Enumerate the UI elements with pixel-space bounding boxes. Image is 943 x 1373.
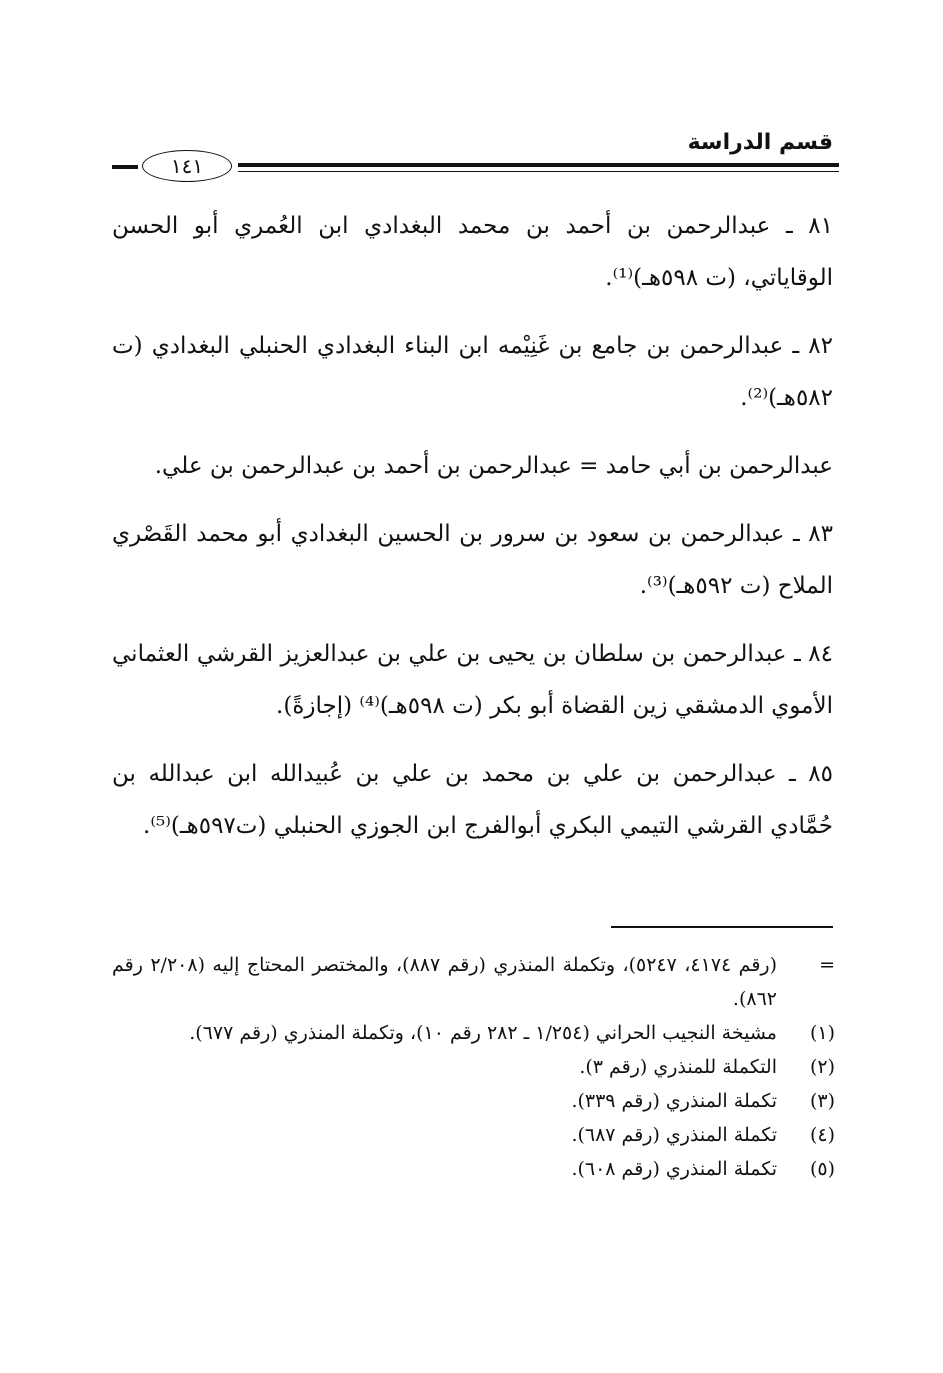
footnote-text: (رقم ٤١٧٤، ٥٢٤٧)، وتكملة المنذري (رقم ٨٨٧)، والمختصر المحتاج إليه (٢/٢٠٨ رقم ٨٦٢).	[112, 954, 777, 1010]
entry-cross-reference: عبدالرحمن بن أبي حامد = عبدالرحمن بن أحمد بن عبدالرحمن بن علي.	[154, 453, 833, 479]
footnote-marker: (٣)	[809, 1090, 835, 1112]
header-rule-left	[112, 165, 138, 169]
footnote-marker: (٤)	[809, 1124, 835, 1146]
footnote-marker: (٢)	[809, 1056, 835, 1078]
footnote-text: تكملة المنذري (رقم ٦٨٧).	[571, 1124, 777, 1146]
page-number: ١٤١	[142, 150, 232, 182]
footnote-continued	[112, 948, 835, 1016]
footnote-4	[112, 1118, 835, 1152]
section-title: قسم الدراسة	[687, 130, 833, 155]
footnotes	[112, 948, 835, 1186]
footnote-text: تكملة المنذري (رقم ٣٣٩).	[571, 1090, 777, 1112]
footnote-2	[112, 1050, 835, 1084]
footnote-5	[112, 1152, 835, 1186]
footnote-text: التكملة للمنذري (رقم ٣).	[579, 1056, 777, 1078]
entry-82: ٨٢ ـ عبدالرحمن بن جامع بن غَنِيْمه ابن البناء البغدادي الحنبلي البغدادي (ت ٥٨٢هـ)⁽²⁾.	[112, 333, 833, 411]
footnote-marker: (١)	[809, 1022, 835, 1044]
footnote-marker: (٥)	[809, 1158, 835, 1180]
entry-81: ٨١ ـ عبدالرحمن بن أحمد بن محمد البغدادي ابن العُمري أبو الحسن الوقاياتي، (ت ٥٩٨هـ)⁽¹⁾.	[112, 213, 833, 291]
entry-83: ٨٣ ـ عبدالرحمن بن سعود بن سرور بن الحسين البغدادي أبو محمد القَصْري الملاح (ت ٥٩٢هـ)⁽³⁾.	[112, 521, 833, 599]
footnote-text: مشيخة النجيب الحراني (١/٢٥٤ ـ ٢٨٢ رقم ١٠)، وتكملة المنذري (رقم ٦٧٧).	[189, 1022, 777, 1044]
footnote-3	[112, 1084, 835, 1118]
footnote-separator	[611, 926, 833, 928]
entry-84: ٨٤ ـ عبدالرحمن بن سلطان بن يحيى بن علي بن عبدالعزيز القرشي العثماني الأموي الدمشقي زين القضاة أبو بكر (ت ٥٩٨هـ)⁽⁴⁾ (إجازةً).	[112, 641, 833, 719]
entry-85: ٨٥ ـ عبدالرحمن بن علي بن محمد بن علي بن عُبيدالله ابن عبدالله بن حُمَّادي القرشي التيمي البكري أبوالفرج ابن الجوزي الحنبلي (ت٥٩٧هـ)⁽⁵⁾.	[112, 761, 833, 839]
header-rule-thin	[238, 171, 839, 172]
footnote-1	[112, 1016, 835, 1050]
footnote-text: تكملة المنذري (رقم ٦٠٨).	[571, 1158, 777, 1180]
header-rule-thick	[238, 163, 839, 167]
main-text	[112, 200, 833, 868]
footnote-marker: =	[819, 954, 835, 976]
